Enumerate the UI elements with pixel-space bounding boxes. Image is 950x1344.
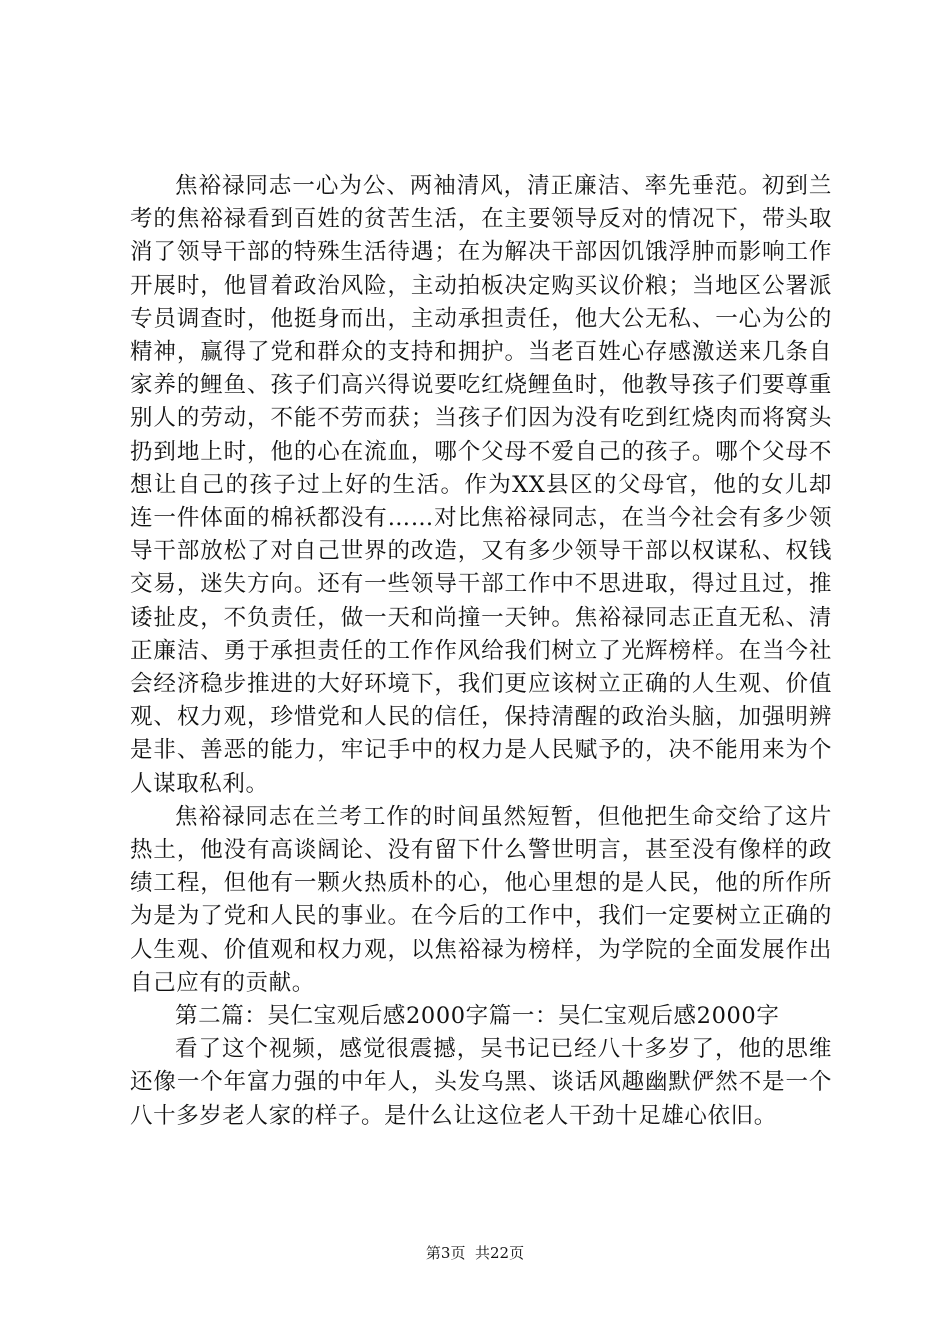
page-number-label: 第3页 共22页: [425, 1244, 525, 1262]
paragraph-jiao-yulu-legacy: 焦裕禄同志在兰考工作的时间虽然短暂，但他把生命交给了这片热土，他没有高谈阔论、没有留下什么警世明言，甚至没有像样的政绩工程，但他有一颗火热质朴的心，他心里想的是人民，他的所作所为是为了党和人民的事业。在今后的工作中，我们一定要树立正确的人生观、价值观和权力观，以焦裕禄为榜样，为学院的全面发展作出自己应有的贡献。: [130, 803, 832, 996]
paragraph-jiao-yulu-integrity: 焦裕禄同志一心为公、两袖清风，清正廉洁、率先垂范。初到兰考的焦裕禄看到百姓的贫苦生活，在主要领导反对的情况下，带头取消了领导干部的特殊生活待遇；在为解决干部因饥饿浮肿而影响工作开展时，他冒着政治风险，主动拍板决定购买议价粮；当地区公署派专员调查时，他挺身而出，主动承担责任，他大公无私、一心为公的精神，赢得了党和群众的支持和拥护。当老百姓心存感激送来几条自家养的鲤鱼、孩子们高兴得说要吃红烧鲤鱼时，他教导孩子们要尊重别人的劳动，不能不劳而获；当孩子们因为没有吃到红烧肉而将窝头扔到地上时，他的心在流血，哪个父母不爱自己的孩子。哪个父母不想让自己的孩子过上好的生活。作为XX县区的父母官，他的女儿却连一件体面的棉袄都没有……对比焦裕禄同志，在当今社会有多少领导干部放松了对自己世界的改造，又有多少领导干部以权谋私、权钱交易，迷失方向。还有一些领导干部工作中不思进取，得过且过，推诿扯皮，不负责任，做一天和尚撞一天钟。焦裕禄同志正直无私、清正廉洁、勇于承担责任的工作作风给我们树立了光辉榜样。在当今社会经济稳步推进的大好环境下，我们更应该树立正确的人生观、价值观、权力观，珍惜党和人民的信任，保持清醒的政治头脑，加强明辨是非、善恶的能力，牢记手中的权力是人民赋予的，决不能用来为个人谋取私利。: [130, 173, 832, 797]
page-footer: [0, 1243, 950, 1263]
paragraph-wu-renbao: 看了这个视频，感觉很震撼，吴书记已经八十多岁了，他的思维还像一个年富力强的中年人，头发乌黑、谈话风趣幽默俨然不是一个八十多岁老人家的样子。是什么让这位老人干劲十足雄心依旧。: [130, 1036, 832, 1129]
section-heading: 第二篇：吴仁宝观后感2000字篇一：吴仁宝观后感2000字: [175, 1003, 780, 1030]
document-body: [130, 170, 832, 1133]
